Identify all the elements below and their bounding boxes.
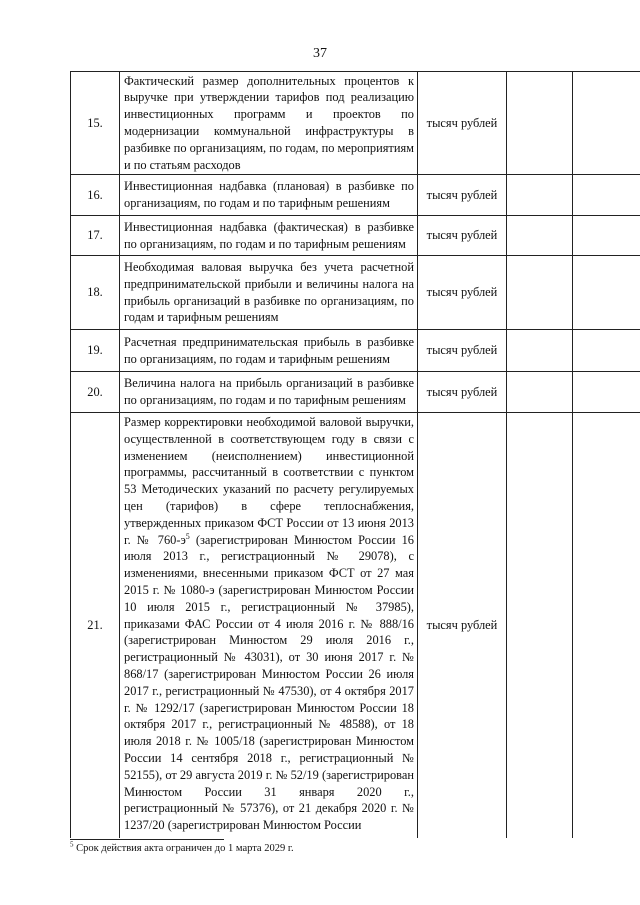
row-unit: тысяч рублей bbox=[418, 175, 507, 216]
empty-cell bbox=[507, 256, 573, 330]
row-description bbox=[120, 413, 418, 838]
empty-cell bbox=[573, 216, 640, 256]
page-number: 37 bbox=[313, 46, 327, 61]
table-row bbox=[71, 72, 640, 175]
empty-cell bbox=[573, 330, 640, 372]
footnote-separator bbox=[70, 839, 224, 840]
table-row bbox=[71, 372, 640, 413]
row-number: 19. bbox=[71, 330, 120, 372]
row-description: Расчетная предпринимательская прибыль в разбивке по организациям, по годам и тарифным решениям bbox=[120, 330, 418, 372]
table-row bbox=[71, 216, 640, 256]
row-unit: тысяч рублей bbox=[418, 372, 507, 413]
row-unit: тысяч рублей bbox=[418, 413, 507, 838]
row-description: Необходимая валовая выручка без учета расчетной предпринимательской прибыли и величины налога на прибыль организаций в разбивке по организациям, по годам и тарифным решениям bbox=[120, 256, 418, 330]
row-unit: тысяч рублей bbox=[418, 216, 507, 256]
row-number: 17. bbox=[71, 216, 120, 256]
table-row bbox=[71, 175, 640, 216]
row-unit: тысяч рублей bbox=[418, 330, 507, 372]
empty-cell bbox=[573, 372, 640, 413]
footnote bbox=[70, 840, 294, 854]
row-number: 21. bbox=[71, 413, 120, 838]
empty-cell bbox=[507, 413, 573, 838]
row-description: Инвестиционная надбавка (фактическая) в разбивке по организациям, по годам и по тарифным решениям bbox=[120, 216, 418, 256]
row-description: Величина налога на прибыль организаций в разбивке по организациям, по годам и по тарифным решениям bbox=[120, 372, 418, 413]
row-description-text: Размер корректировки необходимой валовой выручки, осуществленной в соответствующем году в связи с изменением (неисполнением) инвестиционной программы, рассчитанный в соответствии с пунктом 53 Методических указаний по расчету регулируемых цен (тарифов) в сфере теплоснабжения, утвержденных приказом ФСТ России от 13 июня 2013 г. № 760-э bbox=[124, 415, 414, 547]
empty-cell bbox=[573, 256, 640, 330]
empty-cell bbox=[507, 216, 573, 256]
table-row bbox=[71, 413, 640, 838]
row-description-text-continued: (зарегистрирован Минюстом России 16 июля 2013 г., регистрационный № 29078), с изменениями, внесенными приказом ФСТ от 27 мая 2015 г. № 1080-э (зарегистрирован Минюстом России 10 июля 2015 г., регистрационный № 37985), приказами ФАС России от 4 июля 2016 г. № 888/16 (зарегистрирован Минюстом 29 июля 2016 г., регистрационный № 43031), от 30 июня 2017 г. № 868/17 (зарегистрирован Минюстом России 26 июля 2017 г., регистрационный № 47530), от 4 октября 2017 г. № 1292/17 (зарегистрирован Минюстом России 18 октября 2017 г., регистрационный № 48588), от 18 июля 2018 г. № 1005/18 (зарегистрирован Минюстом России 14 сентября 2018 г., регистрационный № 52155), от 29 августа 2019 г. № 52/19 (зарегистрирован Минюстом России 31 января 2020 г., регистрационный № 57376), от 21 декабря 2020 г. № 1237/20 (зарегистрирован Минюстом России bbox=[124, 532, 414, 833]
empty-cell bbox=[507, 372, 573, 413]
empty-cell bbox=[573, 413, 640, 838]
empty-cell bbox=[507, 330, 573, 372]
row-unit: тысяч рублей bbox=[418, 256, 507, 330]
footnote-text: Срок действия акта ограничен до 1 марта 2029 г. bbox=[73, 843, 294, 854]
row-description: Инвестиционная надбавка (плановая) в разбивке по организациям, по годам и по тарифным решениям bbox=[120, 175, 418, 216]
table-row bbox=[71, 256, 640, 330]
row-number: 15. bbox=[71, 72, 120, 175]
empty-cell bbox=[507, 175, 573, 216]
empty-cell bbox=[573, 72, 640, 175]
footnote-reference: 5 bbox=[185, 531, 190, 541]
row-number: 18. bbox=[71, 256, 120, 330]
row-number: 20. bbox=[71, 372, 120, 413]
row-description: Фактический размер дополнительных процентов к выручке при утверждении тарифов под реализацию инвестиционных программ и проектов по модернизации коммунальной инфраструктуры в разбивке по организациям, по годам, по мероприятиям и по статьям расходов bbox=[120, 72, 418, 175]
row-unit: тысяч рублей bbox=[418, 72, 507, 175]
footnote-mark: 5 bbox=[70, 840, 74, 849]
table-row bbox=[71, 330, 640, 372]
empty-cell bbox=[507, 72, 573, 175]
indicators-table bbox=[70, 71, 640, 838]
empty-cell bbox=[573, 175, 640, 216]
row-number: 16. bbox=[71, 175, 120, 216]
